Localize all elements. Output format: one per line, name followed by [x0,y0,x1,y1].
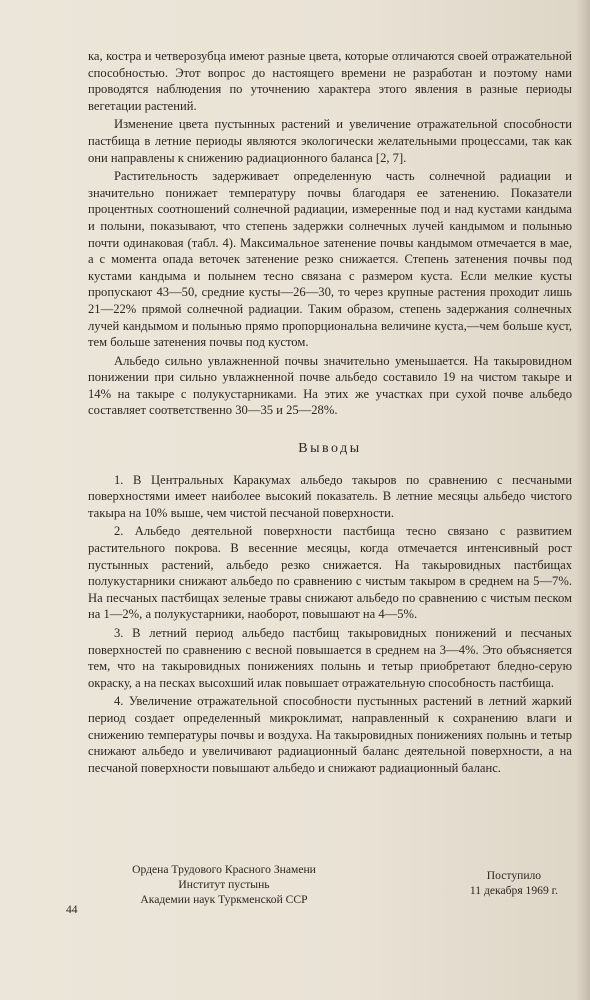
received-note [470,868,558,898]
received-date: 11 декабря 1969 г. [469,884,558,897]
paragraph-color-change: Изменение цвета пустынных растений и увеличение отражательной способности пастбища в летние периоды являются экологически желательными процессами, так как они направлены к снижению радиационного баланса [2, 7]. [88,117,572,165]
page-number: 44 [66,903,78,916]
conclusion-3: 3. В летний период альбедо пастбищ такыровидных понижений и песчаных поверхностей по сравнению с весной повышается в среднем на 3—4%. Это объясняется тем, что на такыровидных понижениях полынь и тетыр приобретают бледно-серую окраску, а на песках высохший илак повышает отражательную способность пастбища. [88,626,572,690]
article-body [88,48,572,778]
paragraph-vegetation-shading: Растительность задерживает определенную часть солнечной радиации и значительно понижает температуру почвы благодаря ее затенению. Показатели процентных соотношений солнечной радиации, измеренные под и над кустами кандыма и полыни, показывают, что степень задержки солнечных лучей кандымом и полынью почти одинаковая (табл. 4). Максимальное затенение почвы кандымом отмечается в мае, а с момента опада веточек затенение резко снижается. Степень затенения почвы под кустами кандыма и полынем тесно связана с размером куста. Если мелкие кусты пропускают 43—50, средние кусты—26—30, то через крупные растения проходит лишь 21—22% прямой солнечной радиации. Таким образом, степень задержания солнечных лучей кандымом и полынью прямо пропорциональна величине куста,—чем больше куст, тем больше затенения почвы под кустом. [88,169,572,350]
institute-line-1: Ордена Трудового Красного Знамени [132,863,316,876]
institute-affiliation [104,862,344,907]
institute-line-3: Академии наук Туркменской ССР [140,893,308,906]
paragraph-wet-soil-albedo: Альбедо сильно увлажненной почвы значительно уменьшается. На такыровидном понижении при сильно увлажненной почве альбедо составило 19 на чистом такыре и 14% на такыре с полукустарниками. На этих же участках при сухой почве альбедо составляет соответственно 30—35 и 25—28%. [88,353,572,418]
section-heading-conclusions: Выводы [298,441,362,457]
institute-line-2: Институт пустынь [178,878,270,891]
conclusion-4: 4. Увеличение отражательной способности пустынных растений в летний жаркий период создает определенный микроклимат, направленный к сохранению влаги и снижению температуры почвы и воздуха. На такыровидных понижениях полынь и тетыр снижают альбедо и увеличивают радиационный баланс деятельной поверхности, а на песчаной поверхности повышают альбедо и снижают радиационный баланс. [88,694,572,775]
received-label: Поступило [486,869,542,882]
page-spine-shadow [576,0,590,1000]
paragraph-continuation: ка, костра и четверозубца имеют разные цвета, которые отличаются своей отражательной способностью. Этот вопрос до настоящего времени не разработан и поэтому нами проводятся наблюдения по уточнению характера этого явления в разные периоды вегетации растений. [88,49,572,113]
conclusion-1: 1. В Центральных Каракумах альбедо такыров по сравнению с песчаными поверхностями имеет наиболее высокий показатель. В летние месяцы альбедо чистого такыра на 10% выше, чем чистой песчаной поверхности. [88,472,572,520]
conclusion-2: 2. Альбедо деятельной поверхности пастбища тесно связано с развитием растительного покрова. В весенние месяцы, когда отмечается интенсивный рост пустынных растений, альбедо резко снижается. На такыровидных пастбищах полукустарники снижают альбедо по сравнению с чистым такыром в среднем на 5—7%. На песчаных пастбищах зеленые травы снижают альбедо по сравнению с чистым песком на 1—2%, а полукустарники, наоборот, повышают на 4—5%. [88,524,572,622]
